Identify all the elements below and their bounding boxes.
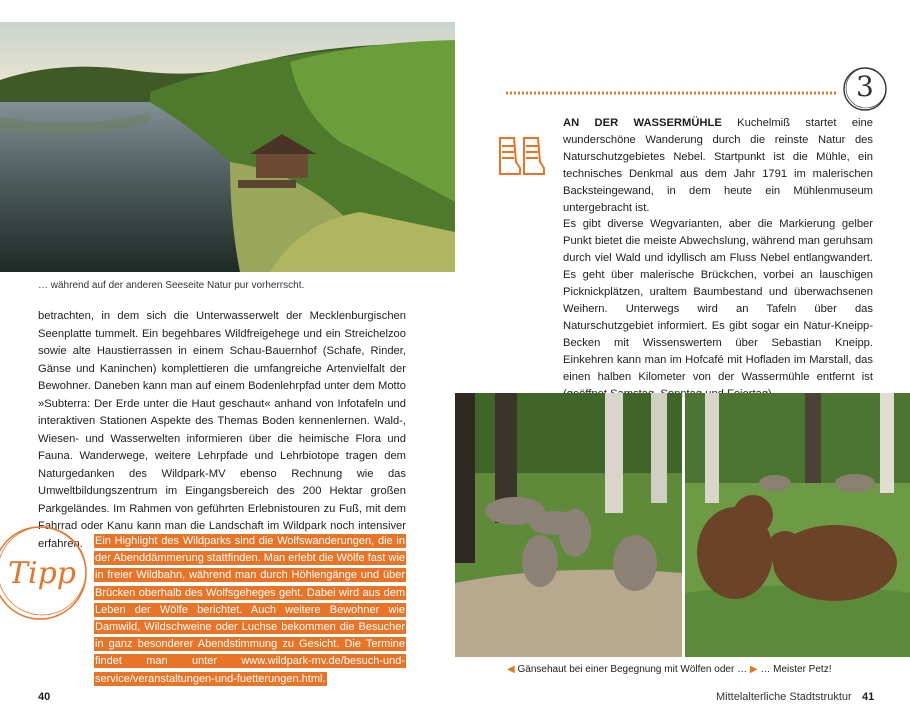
right-body-text <box>563 115 873 402</box>
lake-photo <box>0 22 455 272</box>
page-number-right: 41 <box>862 691 875 703</box>
step-number-badge <box>842 66 888 112</box>
tip-badge <box>0 522 92 624</box>
bears-photo <box>685 393 910 657</box>
running-title: Mittelalterliche Stadtstruktur <box>716 691 852 703</box>
arrow-right-icon: ▶ <box>749 664 758 675</box>
tip-label: Tipp <box>8 556 77 591</box>
tip-text-highlight: Ein Highlight des Wildparks sind die Wolfswanderungen, die in der Abenddämmerung stattfinden. Man erlebt die Wölfe fast wie in freier Wildbahn, während man durch Höhlengänge und über Brücken oberhalb des Wolfsgeheges geht. Dabei wird aus dem Leben der Wölfe berichtet. Auch weitere Bewohner wie Damwild, Wildschweine oder Luchse bekommen die Besucher in ganz besonderer Abendstimmung zu Gesicht. Die Termine findet man unter www.wildpark-mv.de/besuch-und-service/veranstaltungen-und-fuetterungen.html. <box>95 535 406 685</box>
step-number: 3 <box>856 70 874 103</box>
left-body-text: betrachten, in dem sich die Unterwasserwelt der Mecklenburgischen Seenplatte tummelt. Ein begehbares Wildfreigehege und ein Streichelzoo sowie alte Haustierrassen in einem Schau-Bauernhof (Schafe, Rinder, Gänse und Kaninchen) komplettieren die umfangreiche Artenvielfalt der Bewohner. Daneben kann man auf einem Bodenlehrpfad unter dem Motto »Subterra: Der Erde unter die Haut geschaut« anhand von Infotafeln und interaktiven Stationen Aspekte des Themas Boden kennenlernen. Wald-, Wiesen- und Wasserwelten informieren über die heimische Flora und Fauna. Wanderwege, weitere Lehrpfade und Lehrbiotope tragen dem Naturgedanken des Wildpark-MV ebenso Rechnung wie das Umweltbildungszentrum im Eingangsbereich des 200 Hektar großen Parkgeländes. Im Rahmen von geführten Erlebnistouren zu Fuß, mit dem Fahrrad oder Kanu kann man die Landschaft im Wildpark noch intensiver erfahren. <box>38 310 406 550</box>
wolves-photo <box>455 393 682 657</box>
dotted-divider <box>506 84 836 92</box>
section-heading: AN DER WASSERMÜHLE <box>563 117 722 129</box>
hiking-boots-icon <box>496 134 548 180</box>
wassermuehle-paragraph <box>563 115 873 216</box>
paragraph-2: Es gibt diverse Wegvarianten, aber die Markierung gelber Punkt bietet die meiste Abwechslung, während man geruhsam durch viel Wald und idyllisch am Fluss Nebel entlangwandert. Es geht über malerische Brückchen, vorbei an lauschigen Picknickplätzen, uraltem Baumbestand und überwachsenen Weihern. Unterwegs wird an Tafeln über das Naturschutzgebiet informiert. Es gibt sogar ein Natur-Kneipp-Becken mit Wissenswertem über Sebastian Kneipp. Einkehren kann man im Hofcafé mit Hofladen im Marstall, das einen halben Kilometer von der Wassermühle entfernt ist <box>563 218 873 383</box>
page-number-left: 40 <box>38 691 51 703</box>
paragraph-1: Kuchelmiß startet eine wunderschöne Wanderung durch die reinste Natur des Naturschutzgebietes Nebel. Startpunkt ist die Mühle, ein technisches Denkmal aus dem Jahr 1791 im malerischen Backsteingewand, in dem heute ein Mühlenmuseum untergebracht ist. <box>563 117 873 214</box>
tip-text <box>94 533 406 688</box>
caption-left: Gänsehaut bei einer Begegnung mit Wölfen oder … <box>517 664 748 675</box>
caption-right: … Meister Petz! <box>760 664 832 675</box>
photo-caption <box>507 664 887 675</box>
lake-caption: … während auf der anderen Seeseite Natur pur vorherrscht. <box>38 280 305 291</box>
arrow-left-icon: ◀ <box>507 664 515 675</box>
